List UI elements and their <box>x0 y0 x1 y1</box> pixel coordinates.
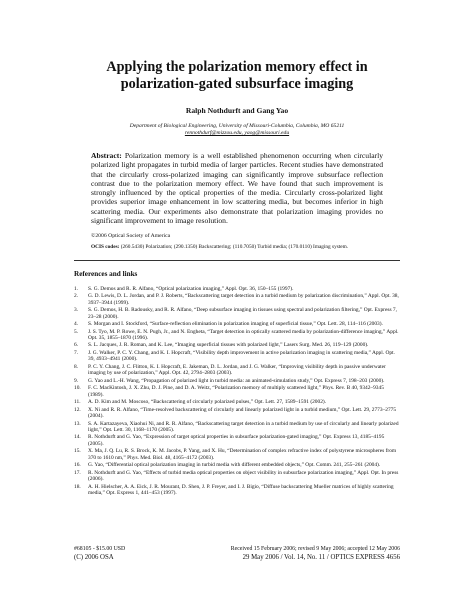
reference-text: S. G. Demos, H. B. Radousky, and R. R. Alfano, “Deep subsurface imaging in tissues using spectral and polarization filtering,” Opt. Express 7, 23–28 (2000). <box>88 307 397 320</box>
reference-text: G. Yao and L.-H. Wang, “Propagation of polarized light in turbid media: an animated-simulation study,” Opt. Express 7, 198–203 (2000). <box>88 377 385 384</box>
references-list <box>74 286 400 497</box>
ocis-text: (260.5430) Polarization; (290.1350) Backscattering; (110.7050) Turbid media; (170.0110) Imaging system. <box>120 244 349 250</box>
reference-text: J. S. Tyo, M. P. Rowe, E. N. Pugh, Jr., and N. Engheta, “Target detection in optically scattered media by polarization-difference imaging,” Appl. Opt. 35, 1855–1870 (1996). <box>88 328 399 341</box>
reference-item <box>74 434 400 447</box>
reference-item <box>74 462 400 468</box>
reference-item <box>74 421 400 434</box>
footer-price: #68105 - $15.00 USD <box>74 546 126 552</box>
reference-text: S. L. Jacques, J. R. Roman, and K. Lee, “Imaging superficial tissues with polarized light,” Lasers Surg. Med. 26, 119–129 (2000). <box>88 342 369 349</box>
reference-number: 15. <box>74 448 81 455</box>
reference-text: G. D. Lewis, D. L. Jordan, and P. J. Roberts, “Backscattering target detection in a turbid medium by polarization discrimination,” Appl. Opt. 38, 3937–3944 (1999). <box>88 293 399 306</box>
reference-number: 1. <box>74 285 79 292</box>
page-footer <box>74 546 400 562</box>
reference-text: A. H. Hielscher, A. A. Eick, J. R. Mourant, D. Shen, J. P. Freyer, and I. J. Bigio, “Diffuse backscattering Mueller matrices of highly scattering media,” Opt. Express 1, 441–453 (1997). <box>88 483 394 497</box>
author-list: Ralph Nothdurft and Gang Yao <box>185 106 289 115</box>
reference-number: 6. <box>74 342 79 349</box>
reference-item <box>74 399 400 405</box>
footer-received-dates: Received 15 February 2006; revised 9 May 2006; accepted 12 May 2006 <box>230 546 400 552</box>
reference-text: G. Yao, “Differential optical polarization imaging in turbid media with different embedded objects,” Opt. Comm. 241, 255–261 (2004). <box>88 462 381 469</box>
title-line-2: polarization-gated subsurface imaging <box>120 75 354 92</box>
footer-left <box>74 546 125 562</box>
reference-number: 16. <box>74 462 81 469</box>
reference-text: S. G. Demos and R. R. Alfano, “Optical polarization imaging,” Appl. Opt. 36, 150–155 (1997). <box>88 285 294 292</box>
reference-number: 9. <box>74 377 79 384</box>
reference-item <box>74 293 400 306</box>
reference-text: S. A. Kartazayeva, Xiaohui Ni, and R. R. Alfano, “Backscattering target detection in a turbid medium by use of circularly and linearly polarized light,” Opt. Lett. 30, 1168–1170 (2005). <box>88 420 399 433</box>
reference-number: 11. <box>74 399 81 406</box>
footer-copyright: (C) 2006 OSA <box>74 554 114 562</box>
references-heading: References and links <box>74 269 138 278</box>
reference-number: 18. <box>74 483 81 490</box>
reference-text: R. Nothdurft and G. Yao, “Expression of target optical properties in subsurface polarization-gated imaging,” Opt. Express 13, 4185–4195 (2005). <box>88 434 385 447</box>
reference-text: P. C. Y. Chang, J. C. Flitton, K. I. Hopcraft, E. Jakeman, D. L. Jordan, and J. G. Walker, “Improving visibility depth in passive underwater imaging by use of polarization,” Appl. Opt. 42, 2794–2803 (2003). <box>88 363 386 377</box>
reference-number: 17. <box>74 469 81 476</box>
reference-item <box>74 350 400 363</box>
reference-number: 13. <box>74 420 81 427</box>
reference-number: 2. <box>74 293 79 300</box>
reference-number: 5. <box>74 328 79 335</box>
reference-text: X. Ni and R. R. Alfano, “Time-resolved backscattering of circularly and linearly polarized light in a turbid medium,” Opt. Lett. 29, 2773–2775 (2004). <box>88 406 397 420</box>
reference-item <box>74 484 400 497</box>
reference-number: 3. <box>74 307 79 314</box>
reference-text: R. Nothdurft and G. Yao, “Effects of turbid media optical properties on object visibility in subsurface polarization imaging,” Appl. Opt. In press (2006). <box>88 469 399 483</box>
abstract-label: Abstract: <box>91 151 122 160</box>
reference-number: 7. <box>74 349 79 356</box>
abstract-text: Polarization memory is a well established phenomenon occurring when circularly polarized light propagates in turbid media of larger particles. Recent studies have demonstrated that the circularly cross-polarized imaging can significantly improve subsurface reflection contrast due to the polarization memory effect. We have found that such improvement is strongly influenced by the optical properties of the media. Circularly cross-polarized light provides superior image enhancement in low scattering media, but becomes inferior in high scattering media. Our experiments also demonstrate that polarization imaging provides no significant improvement to image resolution. <box>91 151 383 225</box>
reference-number: 4. <box>74 321 79 328</box>
reference-item <box>74 385 400 398</box>
reference-item <box>74 286 400 292</box>
reference-item <box>74 329 400 342</box>
reference-text: J. G. Walker, P. C. Y. Chang, and K. I. Hopcraft, “Visibility depth improvement in active polarization imaging in scattering media,” Appl. Opt. 39, 4933–4941 (2000). <box>88 349 395 363</box>
reference-item <box>74 378 400 384</box>
reference-text: S. Morgan and I. Stockford, “Surface-reflection elimination in polarization imaging of superficial tissue,” Opt. Lett. 28, 114–116 (2003). <box>88 321 383 328</box>
ocis-codes <box>91 244 383 251</box>
abstract-section <box>74 151 400 251</box>
reference-number: 8. <box>74 363 79 370</box>
reference-number: 12. <box>74 406 81 413</box>
reference-item <box>74 470 400 483</box>
reference-item <box>74 407 400 420</box>
reference-item <box>74 448 400 461</box>
reference-text: F. C. MacKintosh, J. X. Zhu, D. J. Pine, and D. A. Weitz, “Polarization memory of multiply scattered light,” Phys. Rev. B 40, 9342–9345 (1989). <box>88 385 384 398</box>
abstract <box>91 151 383 225</box>
footer-right <box>231 546 400 562</box>
ocis-label: OCIS codes: <box>91 244 120 250</box>
reference-number: 14. <box>74 434 81 441</box>
reference-item <box>74 364 400 377</box>
paper-title <box>74 0 400 92</box>
reference-text: X. Ma, J. Q. Lu, R. S. Brock, K. M. Jacobs, P. Yang, and X. Hu, “Determination of complex refractive index of polystyrene microspheres from 370 to 1610 nm,” Phys. Med. Biol. 48, 4165–4172 (2003). <box>88 448 397 461</box>
title-line-1: Applying the polarization memory effect in <box>106 59 368 75</box>
author-affiliation: Department of Biological Engineering, University of Missouri-Columbia, Columbia, MO 65211 <box>129 123 345 129</box>
copyright-notice: ©2006 Optical Society of America <box>91 233 171 239</box>
section-divider <box>74 260 400 261</box>
author-email-link[interactable]: rennothdurf@mizzou.edu, yaog@missouri.edu <box>184 130 290 136</box>
reference-item <box>74 307 400 320</box>
reference-item <box>74 321 400 327</box>
reference-item <box>74 342 400 348</box>
footer-journal-info: 29 May 2006 / Vol. 14, No. 11 / OPTICS EXPRESS 4656 <box>242 554 400 562</box>
reference-number: 10. <box>74 385 81 392</box>
reference-text: A. D. Kim and M. Moscoso, “Backscattering of circularly polarized pulses,” Opt. Lett. 27, 1589–1591 (2002). <box>88 399 327 406</box>
